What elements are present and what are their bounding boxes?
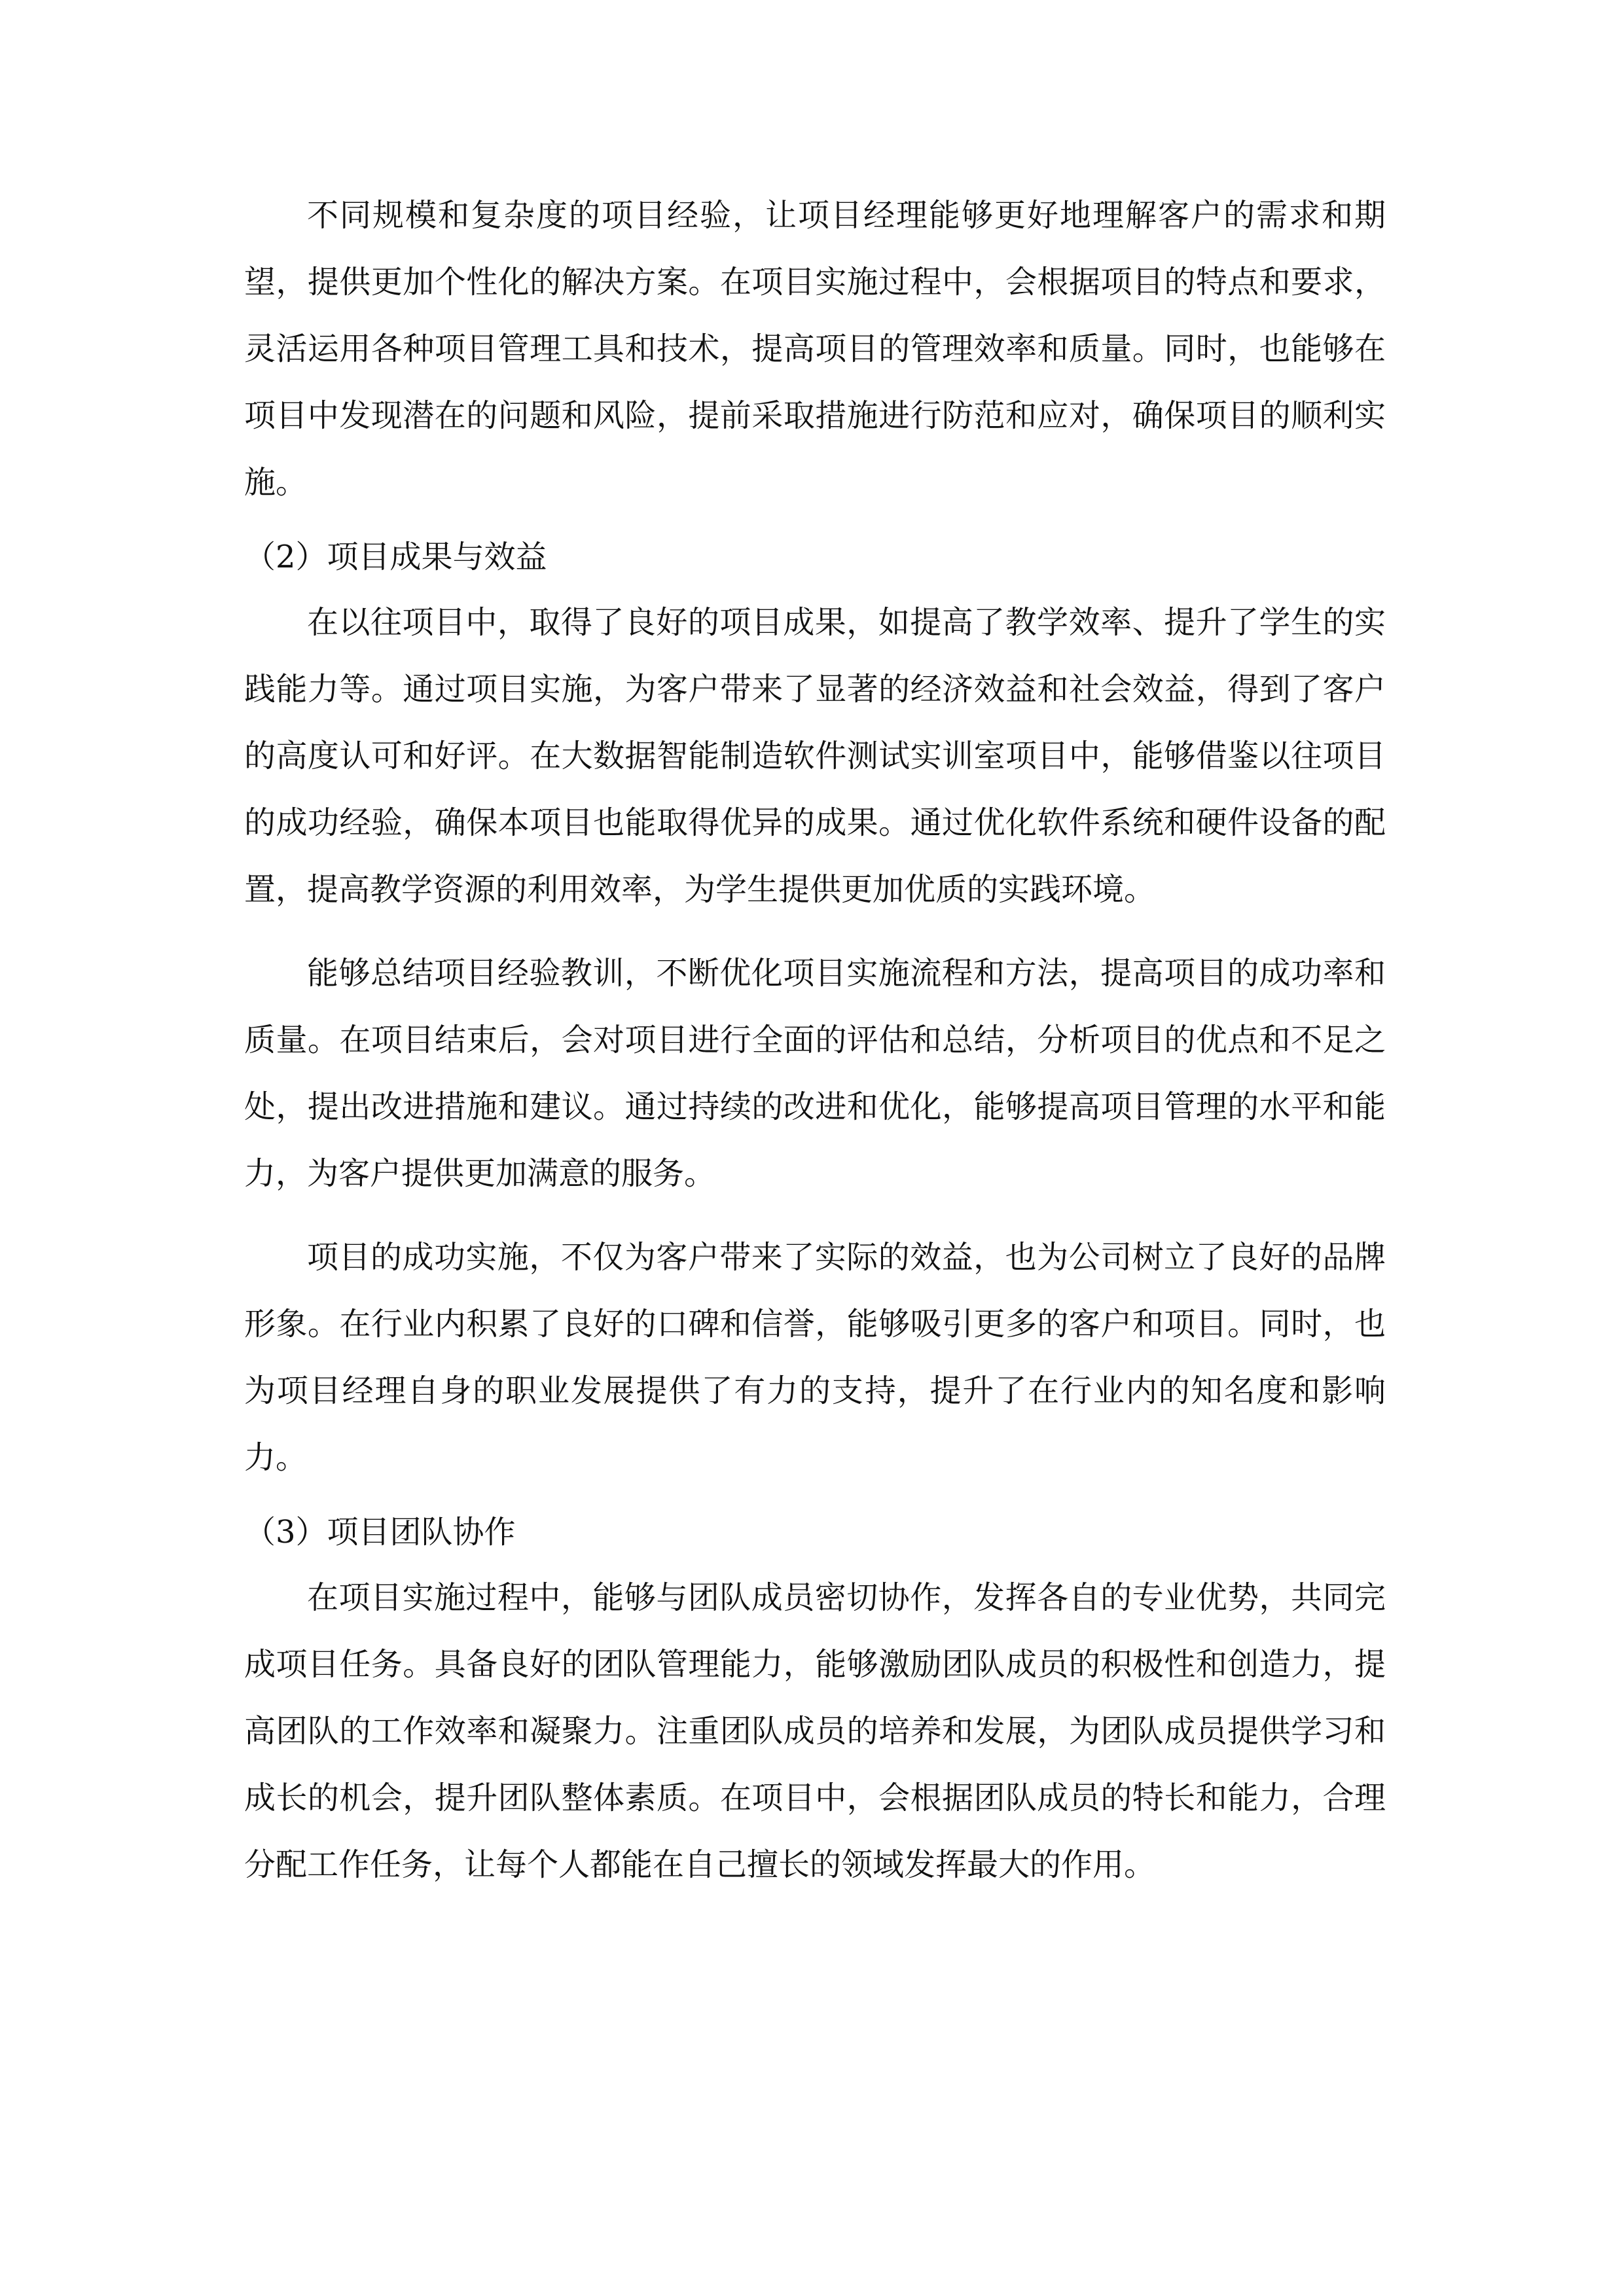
- section-heading-team-collaboration: （3）项目团队协作: [244, 1514, 516, 1551]
- paragraph-brand-image: 项目的成功实施，不仅为客户带来了实际的效益，也为公司树立了良好的品牌形象。在行业内积累了良好的口碑和信誉，能够吸引更多的客户和项目。同时，也为项目经理自身的职业发展提供了有力的支持，提升了在行业内的知名度和影响力。: [244, 1239, 1386, 1476]
- section-heading-results-benefits: （2）项目成果与效益: [244, 539, 547, 575]
- paragraph-past-results: 在以往项目中，取得了良好的项目成果，如提高了教学效率、提升了学生的实践能力等。通过项目实施，为客户带来了显著的经济效益和社会效益，得到了客户的高度认可和好评。在大数据智能制造软件测试实训室项目中，能够借鉴以往项目的成功经验，确保本项目也能取得优异的成果。通过优化软件系统和硬件设备的配置，提高教学资源的利用效率，为学生提供更加优质的实践环境。: [244, 604, 1386, 908]
- paragraph-project-experience: 不同规模和复杂度的项目经验，让项目经理能够更好地理解客户的需求和期望，提供更加个性化的解决方案。在项目实施过程中，会根据项目的特点和要求，灵活运用各种项目管理工具和技术，提高项目的管理效率和质量。同时，也能够在项目中发现潜在的问题和风险，提前采取措施进行防范和应对，确保项目的顺利实施。: [244, 197, 1386, 501]
- paragraph-team-collaboration: 在项目实施过程中，能够与团队成员密切协作，发挥各自的专业优势，共同完成项目任务。具备良好的团队管理能力，能够激励团队成员的积极性和创造力，提高团队的工作效率和凝聚力。注重团队成员的培养和发展，为团队成员提供学习和成长的机会，提升团队整体素质。在项目中，会根据团队成员的特长和能力，合理分配工作任务，让每个人都能在自己擅长的领域发挥最大的作用。: [244, 1579, 1386, 1883]
- document-body: [244, 182, 1386, 1898]
- paragraph-lessons-learned: 能够总结项目经验教训，不断优化项目实施流程和方法，提高项目的成功率和质量。在项目结束后，会对项目进行全面的评估和总结，分析项目的优点和不足之处，提出改进措施和建议。通过持续的改进和优化，能够提高项目管理的水平和能力，为客户提供更加满意的服务。: [244, 955, 1386, 1192]
